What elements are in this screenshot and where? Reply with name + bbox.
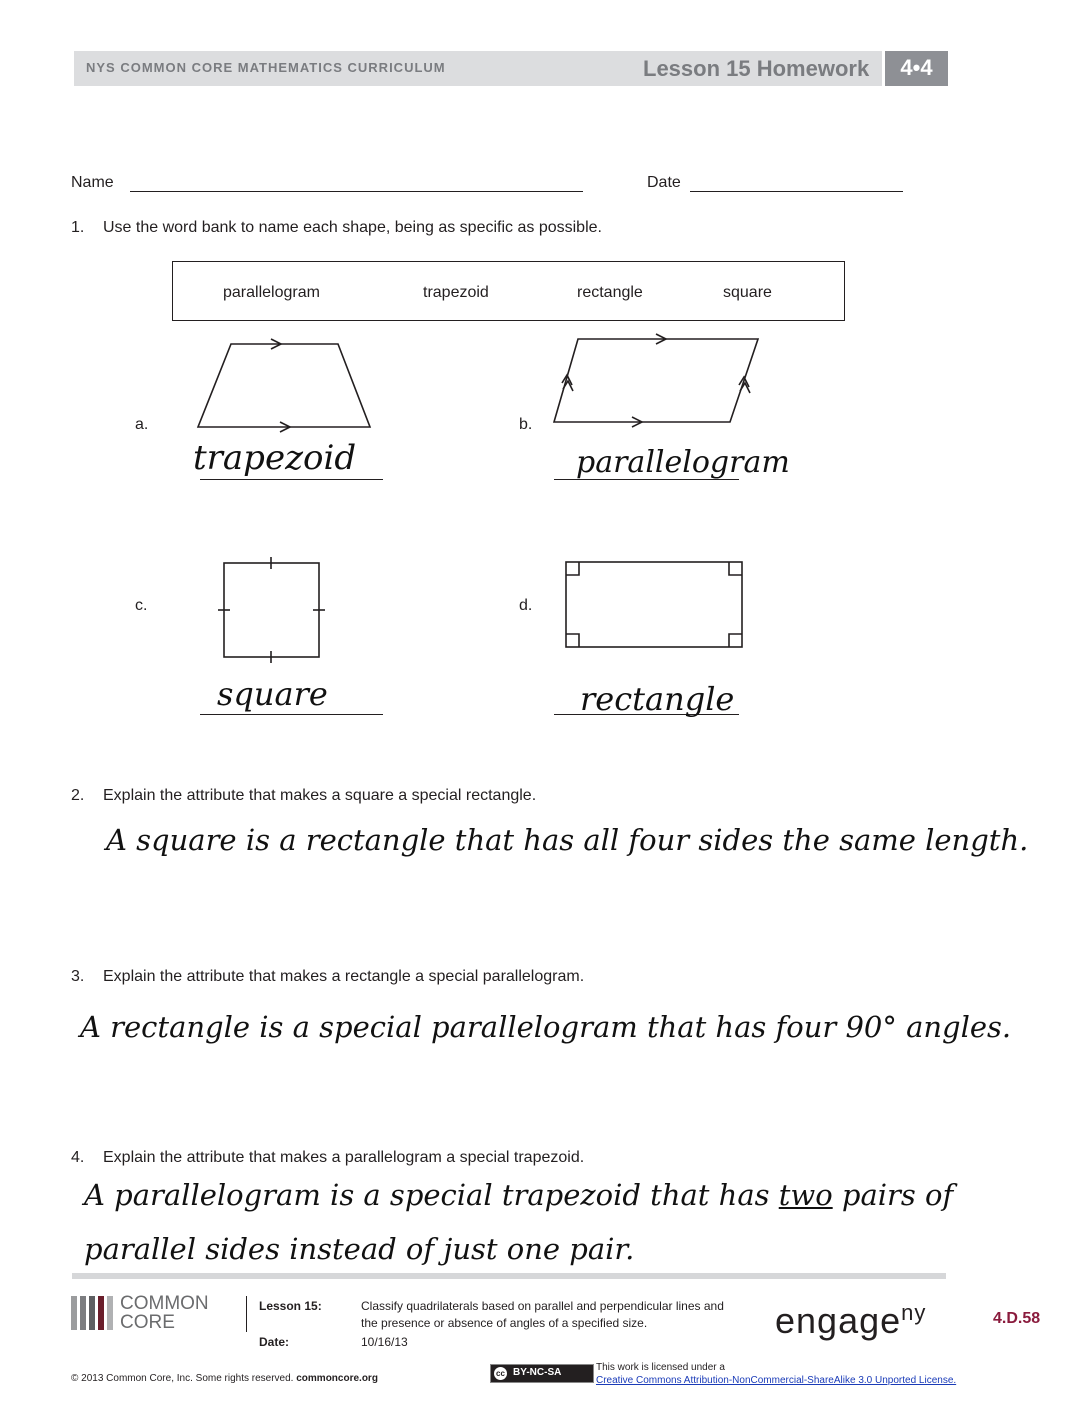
- copyright-text: © 2013 Common Core, Inc. Some rights reserved.: [71, 1373, 294, 1384]
- page-code: 4.D.58: [993, 1310, 1041, 1327]
- q4-answer-start: A parallelogram is a special trapezoid that has: [84, 1178, 770, 1212]
- word-bank-item: parallelogram: [223, 284, 320, 301]
- footer-date-value: 10/16/13: [361, 1335, 408, 1349]
- copyright-site: commoncore.org: [296, 1373, 378, 1384]
- logo-line2: CORE: [120, 1312, 175, 1333]
- date-label: Date: [647, 174, 681, 191]
- answer-a: trapezoid: [193, 438, 357, 478]
- footer-lesson-label: Lesson 15:: [259, 1299, 322, 1313]
- q4-answer-end: pairs of: [841, 1178, 954, 1212]
- q3-prompt: Explain the attribute that makes a rectangle a special parallelogram.: [103, 968, 585, 985]
- footer-rule: [72, 1273, 946, 1279]
- word-bank-item: rectangle: [577, 284, 643, 301]
- q4-number: 4.: [71, 1149, 85, 1166]
- q4-prompt: Explain the attribute that makes a parallelogram a special trapezoid.: [103, 1149, 585, 1166]
- footer-lesson-desc-1: Classify quadrilaterals based on parallel and perpendicular lines and: [361, 1299, 724, 1313]
- grade-module-label: 4•4: [900, 55, 933, 80]
- engage-sup: ny: [901, 1300, 927, 1325]
- footer-date-label: Date:: [259, 1335, 290, 1349]
- name-label: Name: [71, 174, 114, 191]
- q4-answer-line1: [84, 1178, 953, 1212]
- engage-text: engage: [775, 1300, 902, 1341]
- common-core-logo-text: [120, 1294, 209, 1332]
- curriculum-title: NYS COMMON CORE MATHEMATICS CURRICULUM: [86, 60, 446, 75]
- answer-d: rectangle: [580, 680, 735, 718]
- common-core-logo-icon: [71, 1296, 115, 1330]
- license-link[interactable]: Creative Commons Attribution-NonCommercial-ShareAlike 3.0 Unported License.: [596, 1375, 957, 1386]
- word-bank-item: trapezoid: [423, 284, 489, 301]
- item-c-label: c.: [135, 597, 148, 614]
- q3-number: 3.: [71, 968, 85, 985]
- copyright: [71, 1373, 378, 1384]
- lesson-title: Lesson 15 Homework: [643, 56, 870, 81]
- cc-badge-text: BY-NC-SA: [513, 1367, 562, 1378]
- cc-icon: cc: [494, 1367, 507, 1380]
- item-a-label: a.: [135, 416, 149, 433]
- item-b-label: b.: [519, 416, 533, 433]
- parallelogram-shape: [554, 339, 758, 422]
- q1-prompt: Use the word bank to name each shape, being as specific as possible.: [103, 219, 602, 236]
- word-bank-item: square: [723, 284, 772, 301]
- rectangle-shape: [566, 562, 742, 647]
- trapezoid-shape: [198, 344, 370, 427]
- q2-prompt: Explain the attribute that makes a square a special rectangle.: [103, 787, 537, 804]
- footer-divider: [246, 1296, 247, 1332]
- engageny-logo: [775, 1300, 926, 1342]
- q3-answer: A rectangle is a special parallelogram that has four 90° angles.: [80, 1010, 1012, 1044]
- answer-c: square: [217, 675, 328, 713]
- item-d-label: d.: [519, 597, 533, 614]
- q2-number: 2.: [71, 787, 85, 804]
- logo-line1: COMMON: [120, 1293, 209, 1314]
- q4-answer-line2: parallel sides instead of just one pair.: [84, 1232, 635, 1266]
- q4-answer-emphasis: two: [778, 1178, 833, 1212]
- cc-license-badge[interactable]: [490, 1364, 594, 1383]
- footer-lesson-desc-2: the presence or absence of angles of a specified size.: [361, 1316, 648, 1330]
- q1-number: 1.: [71, 219, 85, 236]
- answer-b: parallelogram: [576, 445, 790, 480]
- square-shape: [224, 563, 319, 657]
- q2-answer: A square is a rectangle that has all four sides the same length.: [106, 823, 1029, 857]
- license-line1: This work is licensed under a: [596, 1362, 725, 1373]
